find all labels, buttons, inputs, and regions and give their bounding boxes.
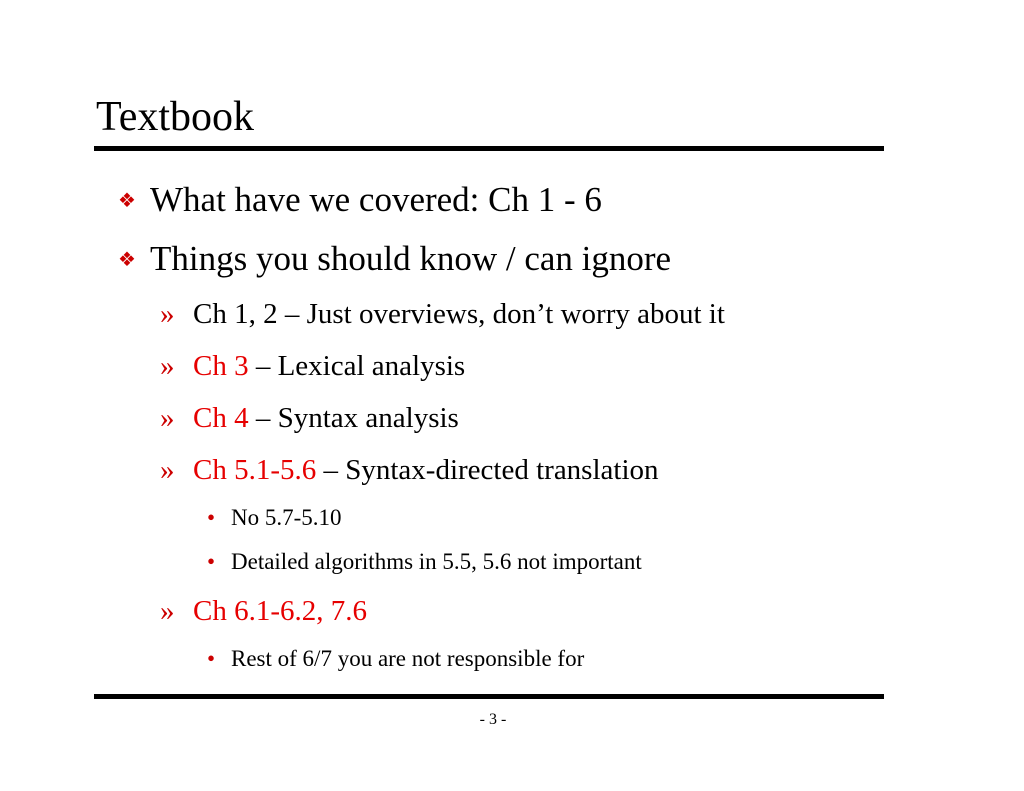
bullet-text: What have we covered: Ch 1 - 6 bbox=[150, 180, 602, 219]
sub-bullet-ch3 bbox=[160, 349, 465, 383]
title-divider bbox=[94, 146, 884, 151]
chevron-bullet-icon: » bbox=[160, 454, 175, 486]
footer-divider bbox=[94, 694, 884, 699]
dot-bullet-icon: • bbox=[207, 646, 216, 671]
page-number: - 3 - bbox=[479, 711, 507, 728]
dot-bullet-icon: • bbox=[207, 505, 216, 530]
dot-bullet-icon: • bbox=[207, 549, 216, 574]
sub-bullet-text: – Syntax analysis bbox=[248, 402, 459, 434]
sub-bullet-ch6-7 bbox=[160, 594, 367, 628]
sub-bullet-ch1-2 bbox=[160, 297, 725, 331]
sub-bullet-ch5 bbox=[160, 453, 659, 487]
diamond-bullet-icon: ❖ bbox=[118, 190, 136, 212]
bullet-know-ignore bbox=[118, 239, 671, 280]
sub-sub-bullet-algorithms bbox=[207, 548, 642, 576]
sub-sub-bullet-text: Rest of 6/7 you are not responsible for bbox=[231, 646, 585, 671]
sub-sub-bullet-text: No 5.7-5.10 bbox=[231, 505, 342, 530]
sub-sub-bullet-text: Detailed algorithms in 5.5, 5.6 not important bbox=[231, 549, 642, 574]
sub-bullet-text: Ch 1, 2 – Just overviews, don’t worry about it bbox=[193, 298, 725, 330]
chevron-bullet-icon: » bbox=[160, 350, 175, 382]
chapter-ref: Ch 6.1-6.2, 7.6 bbox=[193, 595, 367, 627]
diamond-bullet-icon: ❖ bbox=[118, 249, 136, 271]
chapter-ref: Ch 3 bbox=[193, 350, 249, 382]
bullet-text: Things you should know / can ignore bbox=[150, 239, 672, 278]
sub-sub-bullet-no-57 bbox=[207, 504, 342, 532]
chevron-bullet-icon: » bbox=[160, 595, 175, 627]
chevron-bullet-icon: » bbox=[160, 298, 175, 330]
sub-bullet-text: – Syntax-directed translation bbox=[316, 454, 659, 486]
sub-bullet-text: – Lexical analysis bbox=[248, 350, 466, 382]
chevron-bullet-icon: » bbox=[160, 402, 175, 434]
bullet-covered bbox=[118, 180, 602, 221]
chapter-ref: Ch 4 bbox=[193, 402, 249, 434]
sub-bullet-ch4 bbox=[160, 401, 459, 435]
sub-sub-bullet-rest bbox=[207, 645, 584, 673]
slide-title: Textbook bbox=[96, 94, 255, 140]
chapter-ref: Ch 5.1-5.6 bbox=[193, 454, 317, 486]
